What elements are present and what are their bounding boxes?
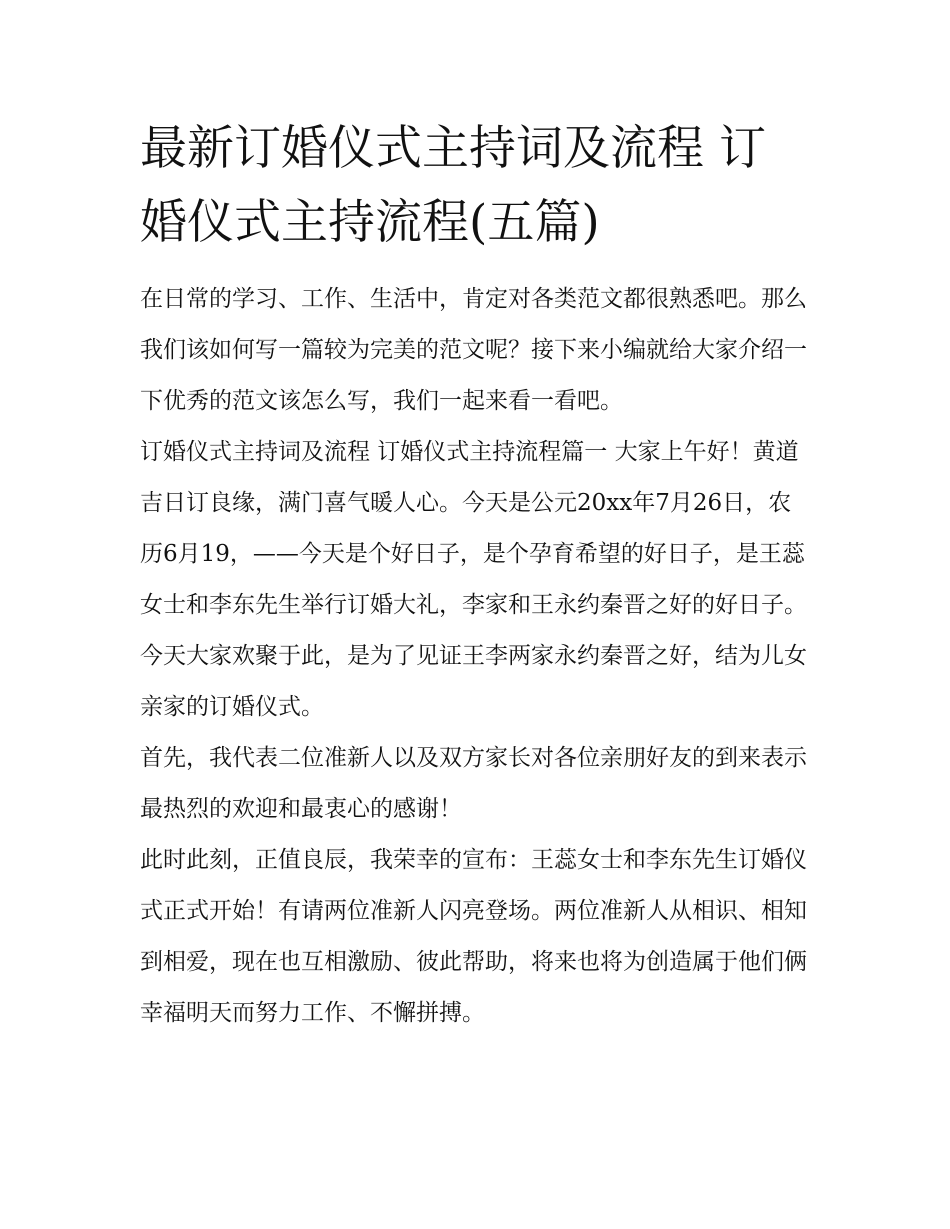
paragraph-gathering: 今天大家欢聚于此，是为了见证王李两家永约秦晋之好，结为儿女亲家的订婚仪式。 [140,643,807,720]
document-title: 最新订婚仪式主持词及流程 订婚仪式主持流程(五篇) [140,121,766,250]
paragraph-welcome: 首先，我代表二位准新人以及双方家长对各位亲朋好友的到来表示最热烈的欢迎和最衷心的感谢！ [140,745,807,822]
paragraph-ceremony-start: 此时此刻，正值良辰，我荣幸的宣布：王蕊女士和李东先生订婚仪式正式开始！有请两位准新人闪亮登场。两位准新人从相识、相知到相爱，现在也互相激励、彼此帮助，将来也将为创造属于他们俩幸福明天而努力工作、不懈拼搏。 [140,847,807,1026]
paragraph-intro: 在日常的学习、工作、生活中，肯定对各类范文都很熟悉吧。那么我们该如何写一篇较为完美的范文呢？接下来小编就给大家介绍一下优秀的范文该怎么写，我们一起来看一看吧。 [140,286,807,414]
document-page [140,112,812,1039]
paragraph-opening: 订婚仪式主持词及流程 订婚仪式主持流程篇一 大家上午好！黄道吉日订良缘，满门喜气暖人心。今天是公元20xx年7月26日，农历6月19，——今天是个好日子，是个孕育希望的好日子，是王蕊女士和李东先生举行订婚大礼，李家和王永约秦晋之好的好日子。 [140,439,807,618]
